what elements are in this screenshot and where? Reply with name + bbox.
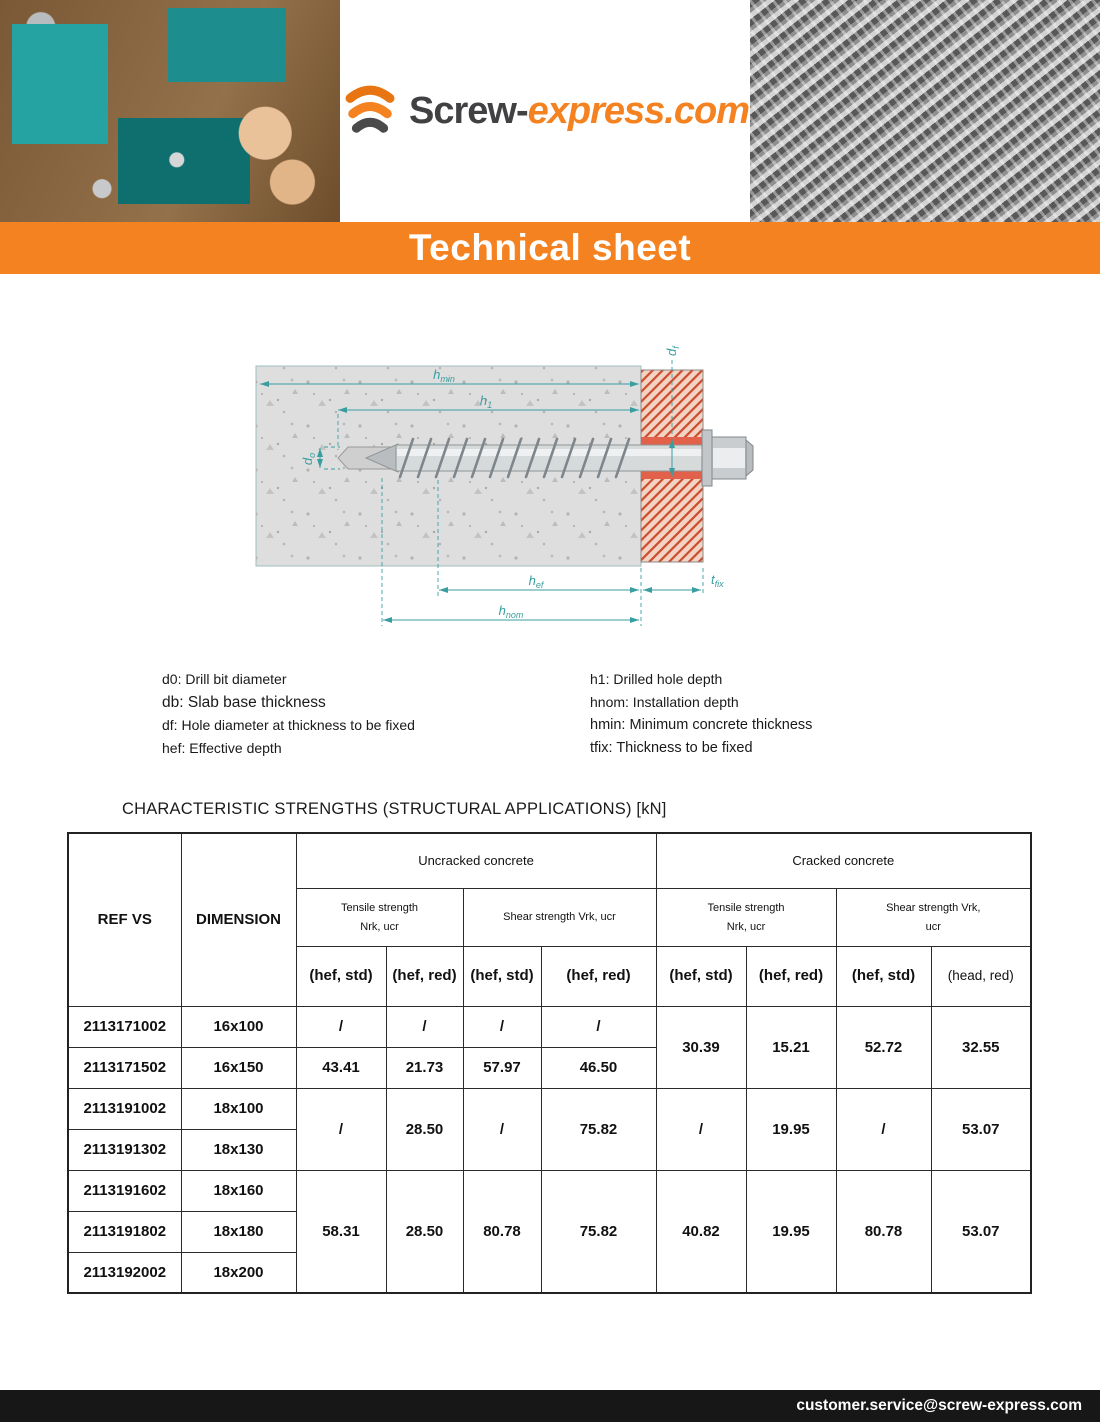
subheader-hef-std: (hef, std) bbox=[463, 946, 541, 1006]
dim-label-d0: $d_o$ bbox=[300, 452, 317, 466]
brand-logo bbox=[341, 85, 749, 137]
anchor-diagram-drawing bbox=[248, 328, 760, 643]
value-cell: 57.97 bbox=[463, 1047, 541, 1088]
value-cell: / bbox=[463, 1088, 541, 1170]
value-cell: / bbox=[386, 1006, 463, 1047]
dimension-cell: 16x100 bbox=[181, 1006, 296, 1047]
value-cell: 80.78 bbox=[836, 1170, 931, 1293]
screw-swoosh-icon bbox=[341, 85, 399, 137]
legend-item: hnom: Installation depth bbox=[590, 694, 739, 710]
table-row bbox=[68, 1088, 1031, 1129]
value-cell: 40.82 bbox=[656, 1170, 746, 1293]
value-cell: / bbox=[463, 1006, 541, 1047]
value-cell: 46.50 bbox=[541, 1047, 656, 1088]
subheader-head-red: (head, red) bbox=[931, 946, 1031, 1006]
contact-email: customer.service@screw-express.com bbox=[796, 1397, 1082, 1414]
table-row bbox=[68, 1006, 1031, 1047]
brand-name-accent: express.com bbox=[527, 90, 749, 132]
value-cell: 28.50 bbox=[386, 1170, 463, 1293]
photo-tools-workbench bbox=[0, 0, 340, 222]
value-cell: 75.82 bbox=[541, 1088, 656, 1170]
page-title: Technical sheet bbox=[408, 227, 692, 268]
legend-item: hmin: Minimum concrete thickness bbox=[590, 717, 813, 733]
dim-label-tfix: $t_{fix}$ bbox=[711, 572, 724, 589]
subheader-hef-red: (hef, red) bbox=[541, 946, 656, 1006]
value-cell: 75.82 bbox=[541, 1170, 656, 1293]
table-title: CHARACTERISTIC STRENGTHS (STRUCTURAL APPLICATIONS) [kN] bbox=[122, 800, 667, 818]
subheader-hef-std: (hef, std) bbox=[836, 946, 931, 1006]
value-cell: 43.41 bbox=[296, 1047, 386, 1088]
ref-cell: 2113192002 bbox=[68, 1252, 181, 1293]
characteristic-strengths-table bbox=[67, 832, 1032, 1294]
dim-label-h1: $h_1$ bbox=[479, 393, 493, 410]
dim-label-hnom: $h_{nom}$ bbox=[498, 603, 524, 620]
header-ref: REF VS bbox=[68, 833, 181, 1006]
value-cell: 80.78 bbox=[463, 1170, 541, 1293]
dimension-cell: 18x100 bbox=[181, 1088, 296, 1129]
value-cell: 19.95 bbox=[746, 1170, 836, 1293]
header-banner bbox=[0, 0, 1100, 222]
brand-name-dark: Screw- bbox=[409, 90, 528, 132]
header-shear-uncracked: Shear strength Vrk, ucr bbox=[463, 888, 656, 946]
value-cell: 52.72 bbox=[836, 1006, 931, 1088]
legend-item: df: Hole diameter at thickness to be fixed bbox=[162, 717, 415, 733]
anchor-diagram bbox=[248, 328, 760, 648]
value-cell: 53.07 bbox=[931, 1088, 1031, 1170]
value-cell: / bbox=[296, 1006, 386, 1047]
washer bbox=[702, 430, 712, 486]
subheader-hef-red: (hef, red) bbox=[386, 946, 463, 1006]
brand-logo-area bbox=[340, 0, 750, 222]
ref-cell: 2113171502 bbox=[68, 1047, 181, 1088]
dimension-cell: 16x150 bbox=[181, 1047, 296, 1088]
value-cell: / bbox=[836, 1088, 931, 1170]
header-dimension: DIMENSION bbox=[181, 833, 296, 1006]
brand-name bbox=[409, 92, 749, 130]
legend-item: d0: Drill bit diameter bbox=[162, 671, 287, 687]
value-cell: 53.07 bbox=[931, 1170, 1031, 1293]
value-cell: 21.73 bbox=[386, 1047, 463, 1088]
header-cracked: Cracked concrete bbox=[656, 833, 1031, 888]
dimension-cell: 18x200 bbox=[181, 1252, 296, 1293]
dimension-cell: 18x180 bbox=[181, 1211, 296, 1252]
legend-item: tfix: Thickness to be fixed bbox=[590, 740, 753, 756]
dimension-cell: 18x130 bbox=[181, 1129, 296, 1170]
legend-left-column bbox=[162, 668, 590, 760]
ref-cell: 2113191002 bbox=[68, 1088, 181, 1129]
dimension-cell: 18x160 bbox=[181, 1170, 296, 1211]
header-tensile-uncracked: Tensile strength Nrk, ucr bbox=[296, 888, 463, 946]
legend-item: db: Slab base thickness bbox=[162, 694, 326, 711]
value-cell: 28.50 bbox=[386, 1088, 463, 1170]
header-tensile-cracked: Tensile strength Nrk, ucr bbox=[656, 888, 836, 946]
value-cell: 19.95 bbox=[746, 1088, 836, 1170]
diagram-legend bbox=[162, 668, 1100, 760]
table-row bbox=[68, 1170, 1031, 1211]
footer-bar bbox=[0, 1390, 1100, 1422]
legend-right-column bbox=[590, 668, 812, 760]
value-cell: / bbox=[541, 1006, 656, 1047]
subheader-hef-std: (hef, std) bbox=[296, 946, 386, 1006]
value-cell: 15.21 bbox=[746, 1006, 836, 1088]
value-cell: / bbox=[656, 1088, 746, 1170]
value-cell: 30.39 bbox=[656, 1006, 746, 1088]
subheader-hef-std: (hef, std) bbox=[656, 946, 746, 1006]
legend-item: hef: Effective depth bbox=[162, 740, 282, 756]
dim-label-hmin: $h_{min}$ bbox=[433, 367, 455, 384]
photo-screws-pile bbox=[750, 0, 1100, 222]
ref-cell: 2113191302 bbox=[68, 1129, 181, 1170]
header-shear-cracked: Shear strength Vrk, ucr bbox=[836, 888, 1031, 946]
ref-cell: 2113191802 bbox=[68, 1211, 181, 1252]
value-cell: 32.55 bbox=[931, 1006, 1031, 1088]
value-cell: / bbox=[296, 1088, 386, 1170]
technical-sheet-bar bbox=[0, 222, 1100, 274]
dim-label-df: $d_f$ bbox=[664, 346, 681, 356]
legend-item: h1: Drilled hole depth bbox=[590, 671, 723, 687]
value-cell: 58.31 bbox=[296, 1170, 386, 1293]
hex-head bbox=[712, 437, 753, 479]
ref-cell: 2113191602 bbox=[68, 1170, 181, 1211]
subheader-hef-red: (hef, red) bbox=[746, 946, 836, 1006]
ref-cell: 2113171002 bbox=[68, 1006, 181, 1047]
header-uncracked: Uncracked concrete bbox=[296, 833, 656, 888]
dim-label-hef: $h_{ef}$ bbox=[528, 573, 544, 590]
